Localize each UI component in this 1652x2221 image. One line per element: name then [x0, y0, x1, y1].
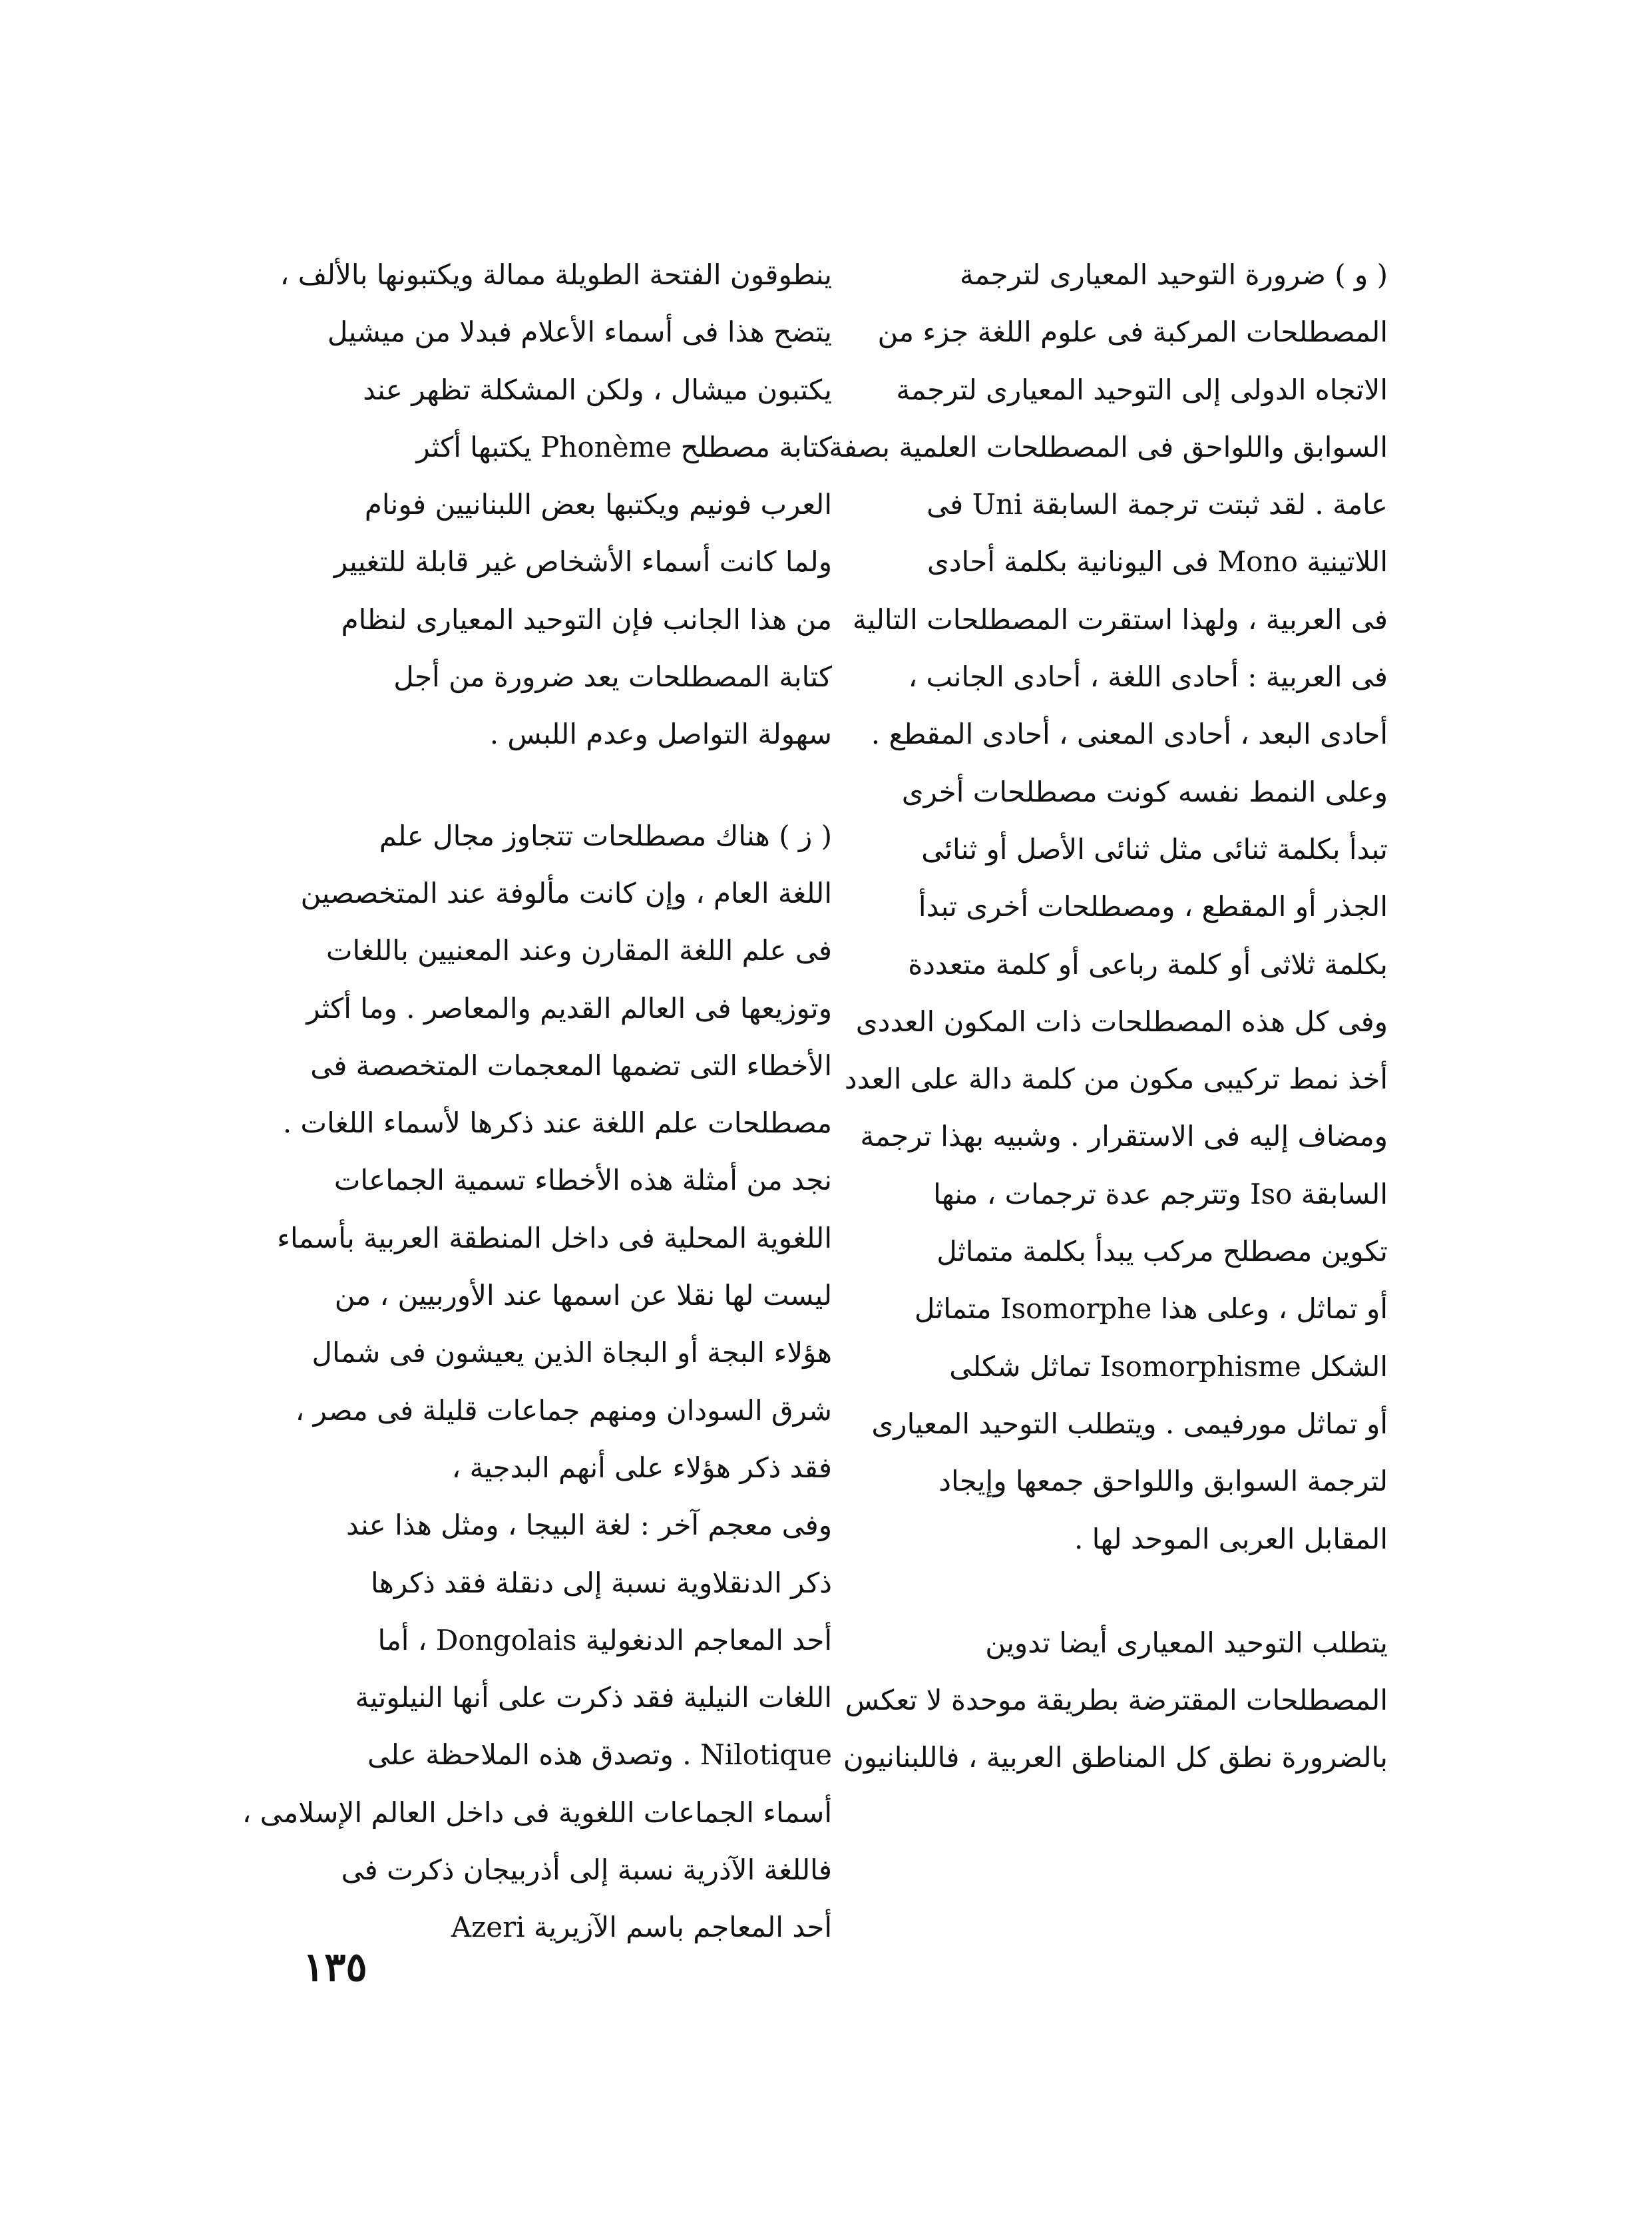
text-line: السابقة Iso وتترجم عدة ترجمات ، منها	[933, 1177, 1388, 1210]
page-number: ١٣٥	[303, 1944, 367, 1991]
text-line: الشكل Isomorphisme تماثل شكلى	[949, 1350, 1388, 1383]
text-line: بالضرورة نطق كل المناطق العربية ، فاللبنانيون	[843, 1741, 1388, 1774]
text-line: من هذا الجانب فإن التوحيد المعيارى لنظام	[341, 603, 832, 636]
text-line: الاتجاه الدولى إلى التوحيد المعيارى لترجمة	[896, 373, 1388, 406]
text-line: وفى معجم آخر : لغة البيجا ، ومثل هذا عند	[345, 1509, 832, 1542]
text-line: المصطلحات المركبة فى علوم اللغة جزء من	[877, 316, 1388, 349]
text-line: أحد المعاجم باسم الآزيرية Azeri	[451, 1911, 832, 1944]
text-line: كتابة مصطلح Phonème يكتبها أكثر	[416, 430, 832, 463]
text-line: اللغوية المحلية فى داخل المنطقة العربية بأسماء	[277, 1221, 832, 1254]
text-line: الأخطاء التى تضمها المعجمات المتخصصة فى	[310, 1049, 832, 1082]
left-paragraph-1	[280, 246, 832, 764]
text-line: ينطوقون الفتحة الطويلة ممالة ويكتبونها بالألف ،	[280, 258, 832, 291]
text-line: نجد من أمثلة هذه الأخطاء تسمية الجماعات	[333, 1164, 832, 1197]
text-line: يتطلب التوحيد المعيارى أيضا تدوين	[985, 1626, 1388, 1659]
text-line: كتابة المصطلحات يعد ضرورة من أجل	[393, 660, 832, 694]
text-line: أخذ نمط تركيبى مكون من كلمة دالة على العدد	[844, 1063, 1388, 1096]
text-line: اللغات النيلية فقد ذكرت على أنها النيلوتية	[355, 1681, 832, 1714]
text-line: اللغة العام ، وإن كانت مألوفة عند المتخصصين	[300, 876, 832, 909]
text-line: أو تماثل ، وعلى هذا Isomorphe متماثل	[914, 1292, 1388, 1326]
text-line: فى علم اللغة المقارن وعند المعنيين باللغات	[325, 934, 832, 967]
text-line: هؤلاء البجة أو البجاة الذين يعيشون فى شمال	[311, 1336, 832, 1369]
text-line: شرق السودان ومنهم جماعات قليلة فى مصر ،	[295, 1393, 832, 1427]
text-line: أو تماثل مورفيمى . ويتطلب التوحيد المعيارى	[871, 1407, 1388, 1440]
right-paragraph-2	[843, 1614, 1388, 1787]
left-paragraph-2	[242, 808, 832, 1957]
text-line: ( ز ) هناك مصطلحات تتجاوز مجال علم	[379, 819, 832, 852]
text-line: أسماء الجماعات اللغوية فى داخل العالم الإسلامى ،	[242, 1796, 832, 1829]
text-line: وفى كل هذه المصطلحات ذات المكون العددى	[855, 1005, 1388, 1038]
text-line: ذكر الدنقلاوية نسبة إلى دنقلة فقد ذكرها	[370, 1566, 832, 1599]
text-line: ( و ) ضرورة التوحيد المعيارى لترجمة	[959, 258, 1388, 291]
text-line: فقد ذكر هؤلاء على أنهم البدجية ،	[451, 1451, 832, 1484]
text-line: بكلمة ثلاثى أو كلمة رباعى أو كلمة متعددة	[908, 947, 1388, 981]
text-line: تبدأ بكلمة ثنائى مثل ثنائى الأصل أو ثنائى	[921, 832, 1388, 865]
text-line: المصطلحات المقترضة بطريقة موحدة لا تعكس	[845, 1684, 1388, 1717]
text-line: Nilotique . وتصدق هذه الملاحظة على	[367, 1738, 832, 1772]
text-line: فاللغة الآذرية نسبة إلى أذربيجان ذكرت فى	[341, 1853, 832, 1887]
text-line: لترجمة السوابق واللواحق جمعها وإيجاد	[938, 1465, 1388, 1498]
text-line: فى العربية ، ولهذا استقرت المصطلحات التالية	[852, 603, 1388, 636]
text-line: عامة . لقد ثبتت ترجمة السابقة Uni فى	[927, 488, 1388, 521]
text-line: مصطلحات علم اللغة عند ذكرها لأسماء اللغات .	[282, 1107, 832, 1140]
text-line: يتضح هذا فى أسماء الأعلام فبدلا من ميشيل	[327, 316, 832, 349]
text-line: المقابل العربى الموحد لها .	[1074, 1522, 1388, 1555]
text-line: تكوين مصطلح مركب يبدأ بكلمة متماثل	[936, 1235, 1388, 1268]
text-line: السوابق واللواحق فى المصطلحات العلمية بصفة	[829, 430, 1388, 463]
text-line: ولما كانت أسماء الأشخاص غير قابلة للتغيير	[333, 545, 832, 579]
text-line: الجذر أو المقطع ، ومصطلحات أخرى تبدأ	[918, 890, 1388, 923]
right-paragraph-1	[829, 246, 1388, 1568]
left-column	[242, 246, 832, 1957]
text-line: ليست لها نقلا عن اسمها عند الأوربيين ، من	[334, 1279, 832, 1312]
text-line: اللاتينية Mono فى اليونانية بكلمة أحادى	[927, 545, 1388, 579]
text-line: وعلى النمط نفسه كونت مصطلحات أخرى	[901, 775, 1388, 808]
text-line: العرب فونيم ويكتبها بعض اللبنانيين فونام	[364, 488, 832, 521]
text-line: ومضاف إليه فى الاستقرار . وشبيه بهذا ترجمة	[860, 1120, 1388, 1153]
text-line: أحادى البعد ، أحادى المعنى ، أحادى المقطع .	[871, 718, 1388, 751]
text-line: يكتبون ميشال ، ولكن المشكلة تظهر عند	[363, 373, 832, 406]
text-line: أحد المعاجم الدنغولية Dongolais ، أما	[377, 1623, 832, 1656]
text-line: وتوزيعها فى العالم القديم والمعاصر . وما أكثر	[306, 991, 832, 1025]
text-line: فى العربية : أحادى اللغة ، أحادى الجانب ،	[908, 660, 1388, 694]
text-line: سهولة التواصل وعدم اللبس .	[489, 718, 832, 751]
right-column	[829, 246, 1388, 1787]
